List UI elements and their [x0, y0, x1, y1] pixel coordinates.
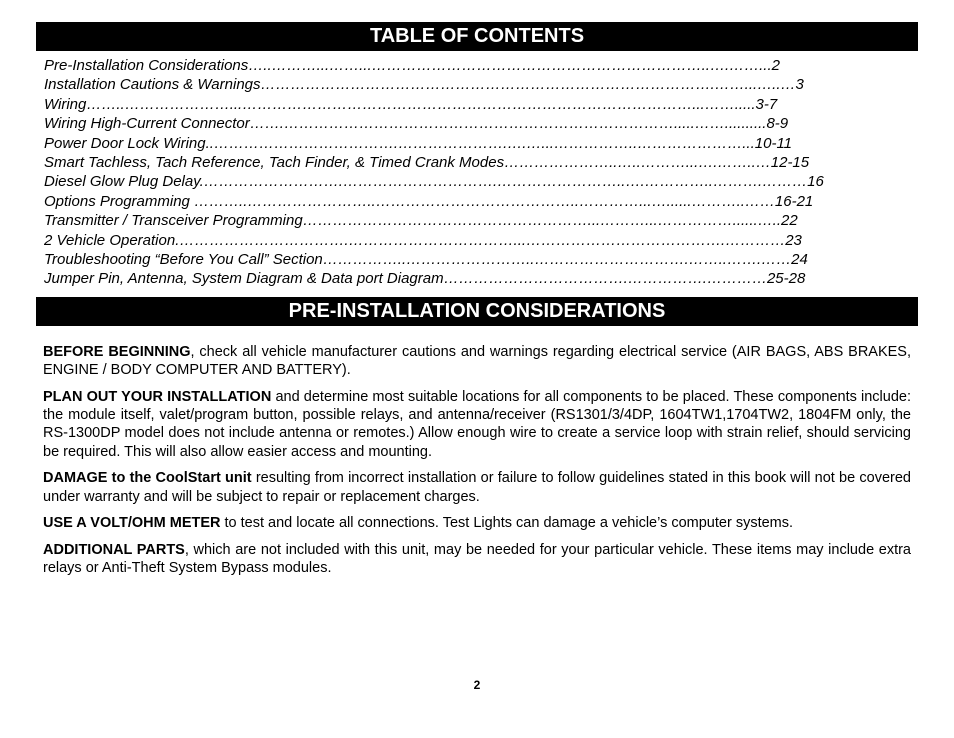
paragraph: [43, 541, 911, 578]
toc-entry: Power Door Lock Wiring..……………………………….………………….….…...……………..…………………...10-11: [44, 134, 793, 152]
paragraph: [43, 469, 911, 506]
toc-entry: 2 Vehicle Operation.…………………………….……………………………...………………………………….…………23: [44, 231, 802, 249]
table-of-contents-heading: TABLE OF CONTENTS: [36, 22, 918, 51]
paragraph-lead: DAMAGE to the CoolStart unit: [43, 470, 252, 487]
paragraph-text: , check all vehicle manufacturer cautions and warnings regarding electrical service (AIR BAGS, ABS BRAKES, ENGINE / BODY COMPUTER AND BATTERY).: [43, 344, 912, 379]
toc-entry: Wiring High-Current Connector…….…………………………………………………………………….....……..........8-9: [44, 115, 789, 133]
paragraph-lead: BEFORE BEGINNING: [43, 344, 191, 360]
paragraph-text: and determine most suitable locations for all components to be placed. These components include: the module itself, valet/program button, possible relays, and antenna/receiver (RS1301/3/4DP, 1604TW1,1704TW2, 1804FM only, the RS-1300DP model does not include antenna or remotes.) Allow enough wire to create a service loop with strain relief, should servicing be required. This will also allow easier access and mounting.: [43, 388, 912, 460]
toc-entry: Transmitter / Transceiver Programming…………………………………………………...………...……………......…..22: [44, 212, 798, 230]
toc-entry: Smart Tachless, Tach Reference, Tach Finder, & Timed Crank Modes…………………..…..………...….……..…12-15: [44, 153, 810, 171]
paragraph-text: to test and locate all connections. Test Lights can damage a vehicle’s computer systems.: [220, 515, 794, 532]
paragraph-lead: USE A VOLT/OHM METER: [43, 515, 221, 532]
paragraph-lead: ADDITIONAL PARTS: [43, 541, 185, 558]
toc-entry: Options Programming ………..……………………..…………………………………..…………...…......………..……16-21: [44, 192, 814, 210]
paragraph-text: resulting from incorrect installation or failure to follow guidelines stated in this book will not be covered under warranty and will be subject to repair or replacement charges.: [43, 470, 911, 505]
toc-entry: Jumper Pin, Antenna, System Diagram & Data port Diagram……………………………….…………….…………25-28: [44, 270, 806, 288]
paragraph: [43, 514, 911, 532]
toc-entry: Wiring……..…………………...………………………………………………………………………………...…….....3-7: [44, 95, 778, 113]
paragraph: [43, 388, 911, 461]
paragraph: [43, 343, 911, 380]
table-of-contents: [44, 56, 910, 289]
pre-installation-body: [43, 343, 911, 586]
paragraph-lead: PLAN OUT YOUR INSTALLATION: [43, 388, 272, 405]
toc-entry: Diesel Glow Plug Delay.……………………….………………………….……………………..….…………..……….………16: [44, 173, 824, 191]
page-number: 2: [473, 678, 481, 692]
toc-entry: Installation Cautions & Warnings……………………………………………………………………………….……...…..…3: [44, 76, 804, 94]
toc-entry: Troubleshooting “Before You Call” Section……………..……………………..………………………….……..…….……24: [44, 250, 808, 268]
paragraph-text: , which are not included with this unit, may be needed for your particular vehicle. These items may include extra relays or Anti-Theft System Bypass modules.: [43, 541, 911, 577]
toc-entry: Pre-Installation Considerations…..………...……...…………………………………………………………..….……...2: [44, 57, 780, 74]
pre-installation-heading: PRE-INSTALLATION CONSIDERATIONS: [36, 297, 918, 326]
